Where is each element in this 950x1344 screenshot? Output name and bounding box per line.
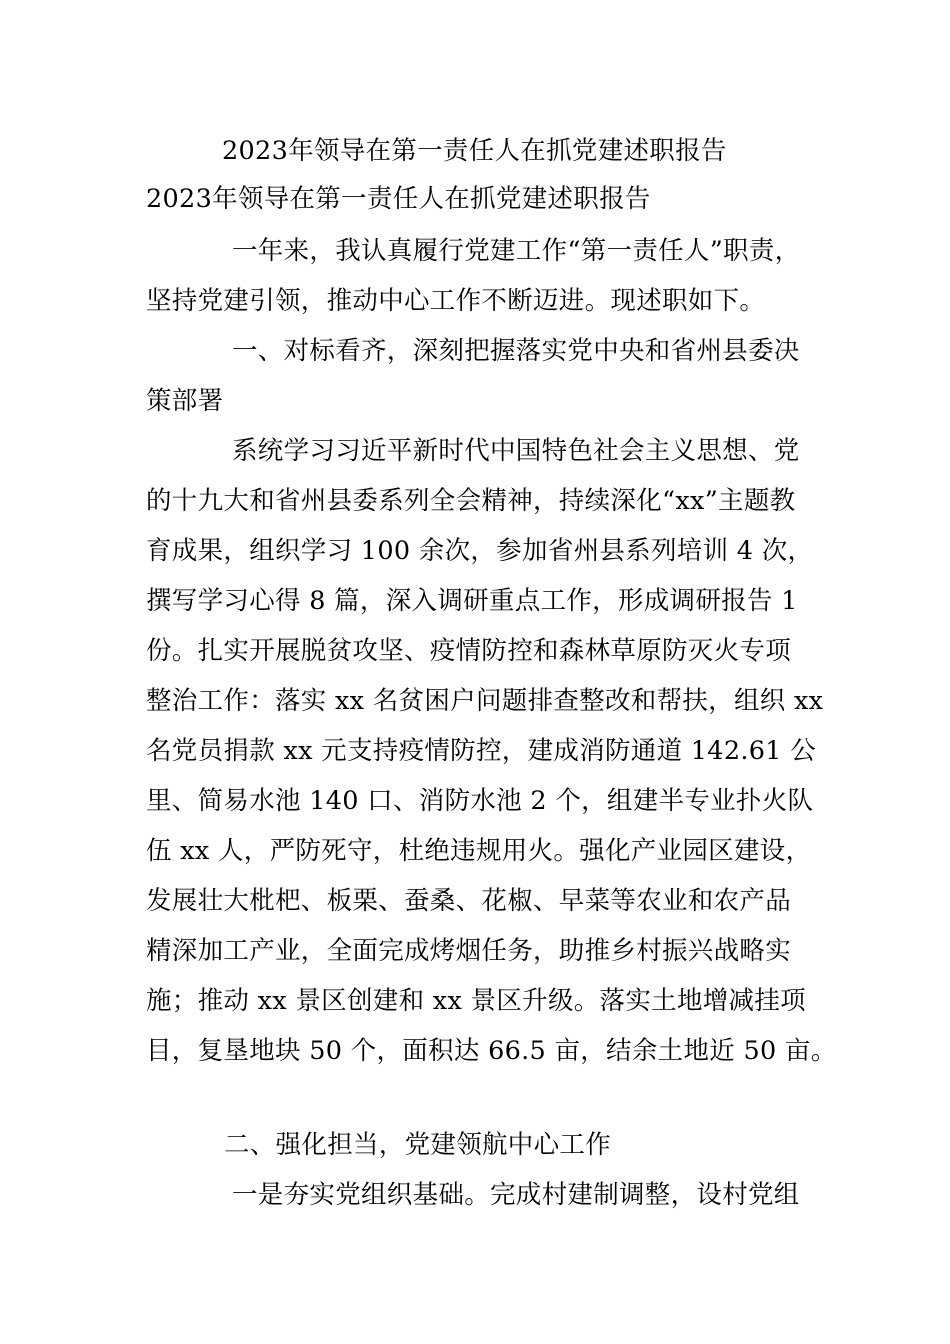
paragraph-line: 整治工作：落实 xx 名贫困户问题排查整改和帮扶，组织 xx bbox=[146, 686, 824, 716]
paragraph-line: 目，复垦地块 50 个，面积达 66.5 亩，结余土地近 50 亩。 bbox=[146, 1036, 837, 1066]
document-subtitle: 2023年领导在第一责任人在抓党建述职报告 bbox=[146, 184, 651, 214]
paragraph-line: 坚持党建引领，推动中心工作不断迈进。现述职如下。 bbox=[146, 286, 766, 316]
paragraph-line: 名党员捐款 xx 元支持疫情防控，建成消防通道 142.61 公 bbox=[146, 736, 817, 766]
paragraph-line: 育成果，组织学习 100 余次，参加省州县系列培训 4 次， bbox=[146, 536, 814, 566]
document-title: 2023年领导在第一责任人在抓党建述职报告 bbox=[222, 136, 727, 166]
paragraph-line: 精深加工产业，全面完成烤烟任务，助推乡村振兴战略实 bbox=[146, 936, 792, 966]
paragraph-line: 发展壮大枇杷、板栗、蚕桑、花椒、早菜等农业和农产品 bbox=[146, 886, 792, 916]
paragraph-line: 的十九大和省州县委系列全会精神，持续深化“xx”主题教 bbox=[146, 486, 796, 516]
paragraph-line: 系统学习习近平新时代中国特色社会主义思想、党 bbox=[232, 436, 800, 466]
paragraph-line: 一是夯实党组织基础。完成村建制调整，设村党组 bbox=[232, 1180, 800, 1210]
paragraph-line: 里、简易水池 140 口、消防水池 2 个，组建半专业扑火队 bbox=[146, 786, 814, 816]
paragraph-line: 伍 xx 人，严防死守，杜绝违规用火。强化产业园区建设， bbox=[146, 836, 812, 866]
section-heading: 策部署 bbox=[146, 386, 224, 416]
paragraph-line: 一年来，我认真履行党建工作“第一责任人”职责， bbox=[232, 236, 801, 266]
section-heading: 二、强化担当，党建领航中心工作 bbox=[224, 1130, 612, 1160]
paragraph-line: 份。扎实开展脱贫攻坚、疫情防控和森林草原防灭火专项 bbox=[146, 636, 792, 666]
paragraph-line: 撰写学习心得 8 篇，深入调研重点工作，形成调研报告 1 bbox=[146, 586, 798, 616]
section-heading: 一、对标看齐，深刻把握落实党中央和省州县委决 bbox=[232, 336, 800, 366]
paragraph-line: 施；推动 xx 景区创建和 xx 景区升级。落实土地增减挂项 bbox=[146, 986, 806, 1016]
